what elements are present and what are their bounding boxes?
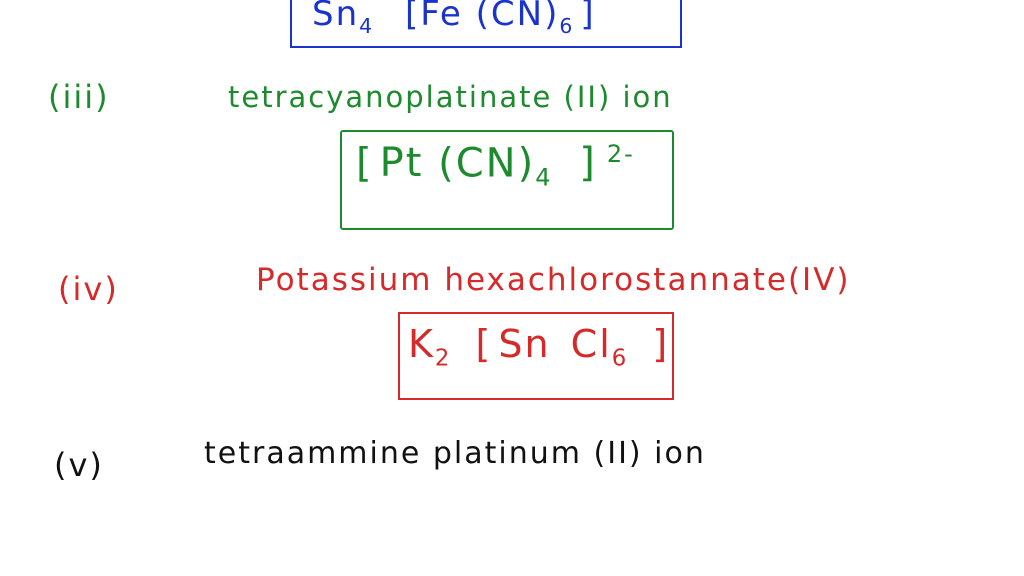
item-iii-name: tetracyanoplatinate (II) ion	[228, 80, 673, 114]
item-iv-number: (iv)	[58, 270, 119, 308]
item-ii-formula	[312, 0, 596, 38]
item-iii-formula	[356, 140, 635, 191]
item-iv-open-bracket: [	[475, 322, 493, 366]
item-iii-ligand: CN	[455, 140, 518, 187]
item-iii-charge: 2-	[606, 140, 635, 168]
item-iv-ligand: Cl	[570, 322, 612, 366]
item-iv-formula	[408, 322, 669, 372]
item-iv-close-bracket: ]	[652, 322, 670, 366]
item-iii-ligand-subscript: 4	[535, 163, 553, 192]
item-ii-complex-metal: Fe	[420, 0, 463, 34]
item-iv-cation-subscript: 2	[434, 345, 452, 372]
item-ii-close-bracket: ]	[580, 0, 596, 34]
item-iv-cation: K	[408, 322, 435, 366]
item-ii-open-bracket: [	[404, 0, 421, 34]
item-iv-name: Potassium hexachlorostannate(IV)	[256, 262, 851, 298]
item-iii-paren-open: (	[438, 140, 456, 187]
item-ii-metal: Sn	[312, 0, 360, 34]
item-v-name: tetraammine platinum (II) ion	[204, 436, 706, 471]
item-v-number: (v)	[54, 446, 104, 484]
item-ii-paren-close: )	[544, 0, 560, 34]
item-ii-paren-open: (	[475, 0, 491, 34]
item-iii-open-bracket: [	[356, 140, 374, 187]
item-ii-ligand: CN	[490, 0, 545, 34]
item-iv-ligand-subscript: 6	[611, 345, 629, 372]
item-iii-number: (iii)	[48, 78, 110, 116]
item-iii-metal: Pt	[379, 140, 424, 187]
item-ii-ligand-subscript: 6	[559, 13, 575, 38]
item-iv-metal: Sn	[498, 322, 551, 366]
item-iii-paren-close: )	[517, 140, 536, 187]
item-iii-close-bracket: ]	[579, 140, 597, 187]
item-ii-metal-subscript: 4	[359, 13, 375, 38]
